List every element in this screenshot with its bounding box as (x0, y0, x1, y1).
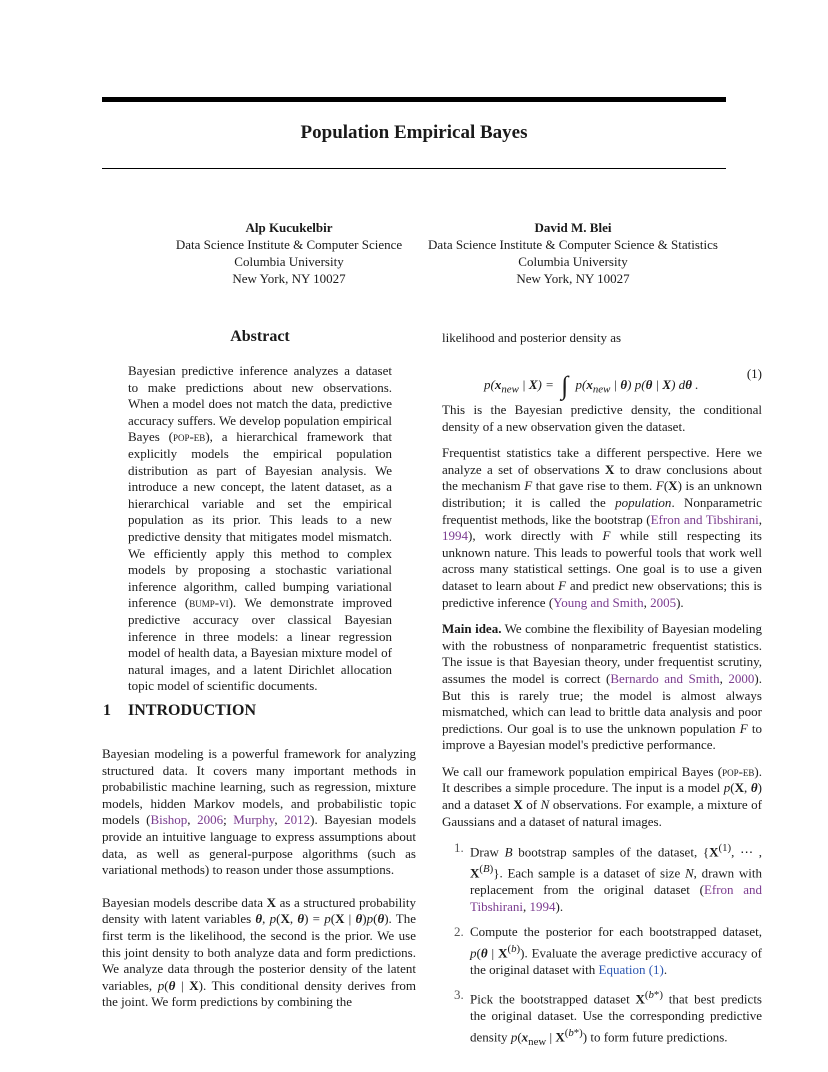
author-name: David M. Blei (534, 220, 612, 235)
author-university: Columbia University (518, 254, 628, 269)
author-name: Alp Kucukelbir (245, 220, 333, 235)
title-rule-bottom (102, 168, 726, 169)
citation-link[interactable]: 1994 (442, 528, 468, 544)
author-address: New York, NY 10027 (516, 271, 630, 286)
right-paragraph-3: Main idea. We combine the flexibility of Bayesian modeling with the robustness of nonparametric frequentist statistics. The issue is that Bayesian theory, under frequentist scrutiny, assumes the model is correct (Bernardo and Smith, 2000). But this is rarely true; the model is almost always mismatched, which can lead to brittle data analysis and poor predictions. Our goal is to use the unknown population F to improve a Bayesian model's predictive performance. (442, 621, 762, 753)
citation-link[interactable]: 1994 (529, 898, 556, 914)
list-item: 3. Pick the bootstrapped dataset $X^{(b*)}$ that best predicts the original dataset. Use the corresponding predictive density $p(x_{new}$ | $X^{(b*)}$) to form future predictions. (454, 987, 762, 1048)
citation-link[interactable]: 2006 (197, 812, 224, 828)
equation-1: $p(x_{new}$ | X) = ∫ $p(x_{new}$ | θ) p(θ | X) dθ . (1) (484, 366, 762, 400)
paper-title: Population Empirical Bayes (300, 122, 528, 143)
citation-link[interactable]: Murphy (233, 812, 275, 828)
right-paragraph-4: We call our framework population empirical Bayes (pop-eb). It describes a simple procedure. The input is a model p(X, θ) and a dataset X of N observations. For example, a mixture of Gaussians and a dataset of natural images. (442, 763, 762, 829)
list-item: 2. Compute the posterior for each bootstrapped dataset, p(θ | $X^{(b)}$). Evaluate the average predictive accuracy of the original dataset with Equation (1). (454, 924, 763, 977)
citation-link[interactable]: 2005 (650, 594, 677, 610)
right-paragraph-2: Frequentist statistics take a different perspective. Here we analyze a set of observations X to draw conclusions about the mechanism F that gave rise to them. F(X) is an unknown distribution; it is called the population. Nonparametric frequentist methods, like the bootstrap (Efron and Tibshirani, 1994), work directly with F while still respecting its unknown nature. This leads to powerful tools that work well across many statistical settings. One goal is to use a given dataset to learn about F and predict new observations; this is predictive inference (Young and Smith, 2005). (442, 445, 762, 610)
author-affiliation: Data Science Institute & Computer Science & Statistics (428, 237, 718, 252)
citation-link[interactable]: Bernardo and Smith (610, 670, 720, 686)
author-university: Columbia University (234, 254, 344, 269)
equation-reference-link[interactable]: Equation (1) (598, 961, 664, 977)
right-column (442, 402, 762, 1059)
citation-link[interactable]: Efron and Tibshirani (470, 882, 762, 914)
right-paragraph-1: This is the Bayesian predictive density, the conditional density of a new observation given the dataset. (442, 402, 762, 434)
procedure-list (442, 840, 762, 1050)
citation-link[interactable]: Young and Smith (553, 594, 644, 610)
author-block-2 (420, 219, 726, 287)
citation-link[interactable]: Bishop (150, 812, 188, 828)
section-heading: 1 INTRODUCTION (103, 702, 257, 719)
list-item: 1. Draw B bootstrap samples of the dataset, {$X^{(1)}$, ⋯ , $X^{(B)}$}. Each sample is a dataset of size N, drawn with replacement from the original dataset (Efron and Tibshirani, 1994). (454, 840, 762, 914)
title-rule-top (102, 97, 726, 102)
abstract-text: Bayesian predictive inference analyzes a dataset to make predictions about new observations. When a model does not match the data, predictive accuracy suffers. We develop population empirical Bayes (pop-eb), a hierarchical framework that explicitly models the empirical population distribution as part of Bayesian analysis. We introduce a new concept, the latent dataset, as a hierarchical variable and set the empirical population as its prior. This leads to a new predictive density that mitigates model mismatch. We efficiently apply this method to complex models by proposing a stochastic variational inference algorithm, called bumping variational inference (bump-vi). We demonstrate improved predictive accuracy over classical Bayesian inference in three models: a linear regression model of health data, a Bayesian mixture model of natural images, and a latent Dirichlet allocation topic model of scientific documents. (128, 363, 392, 694)
right-lead: likelihood and posterior density as (442, 330, 622, 345)
citation-link[interactable]: 2000 (728, 670, 755, 686)
citation-link[interactable]: 2012 (284, 812, 311, 828)
author-affiliation: Data Science Institute & Computer Science (175, 237, 403, 252)
equation-number: (1) (746, 366, 762, 381)
author-address: New York, NY 10027 (232, 271, 346, 286)
abstract-heading: Abstract (230, 328, 290, 345)
intro-paragraph-2: Bayesian models describe data X as a structured probability density with latent variables θ, p(X, θ) = p(X | θ)p(θ). The first term is the likelihood, the second is the prior. We use this joint density to both analyze data and form predictions. We analyze data through the posterior density of the latent variables, p(θ | X). This conditional density derives from the joint. We form predictions by combining the (102, 894, 417, 1010)
author-block-1 (170, 219, 408, 287)
intro-column (102, 746, 416, 1011)
citation-link[interactable]: Efron and Tibshirani (650, 511, 759, 527)
intro-paragraph-1: Bayesian modeling is a powerful framework for analyzing structured data. It covers many important methods in probabilistic machine learning, such as regression, mixture models, hidden Markov models, and probabilistic topic models (Bishop, 2006; Murphy, 2012). Bayesian models provide an intuitive language to express assumptions about data, as well as general-purpose algorithms (such as variational methods) to reason under those assumptions. (102, 746, 417, 878)
